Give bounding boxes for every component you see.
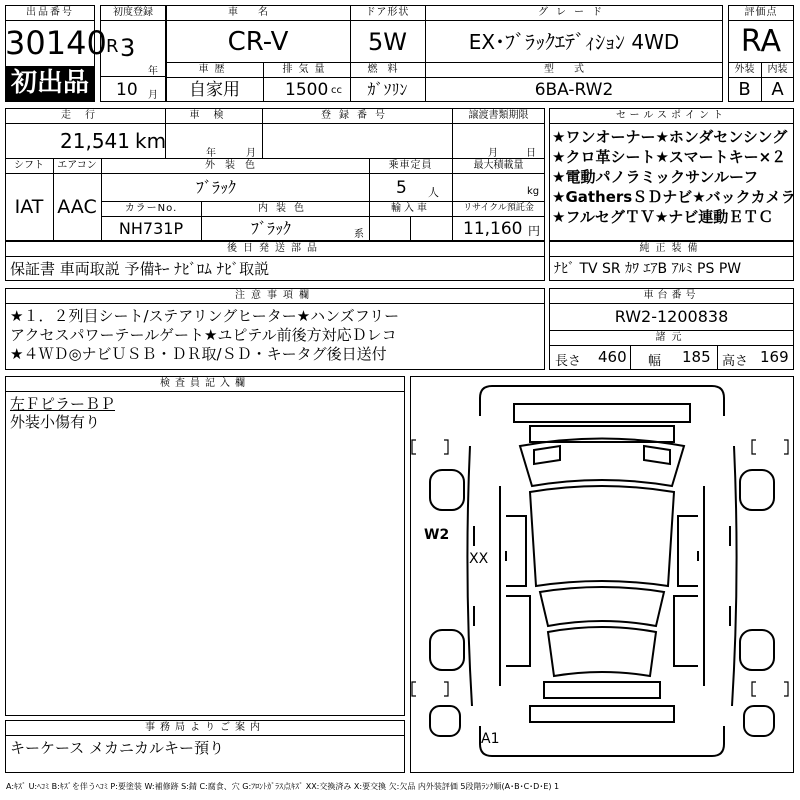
later-parts-label: 後日発送部品 (227, 243, 323, 254)
rear-bumper (480, 726, 724, 756)
model-code-label: 型式 (544, 64, 604, 75)
displacement-label: 排気量 (282, 64, 331, 75)
damage-mark-xx: XX (469, 551, 489, 567)
right-body-side (732, 446, 737, 706)
shift-label: シフト (14, 160, 44, 171)
note-line: アクセスパワーテールゲート★ユピテル前後方対応Ｄレコ (10, 326, 397, 344)
legend: A:ｷｽﾞ U:ﾍｺﾐ B:ｷｽﾞを伴うﾍｺﾐ P:要塗装 W:補修跡 S:錆 C:腐食、穴 G:ﾌﾛﾝﾄｶﾞﾗｽ点ｷｽﾞ XX:交換済み X:要交換 欠:欠品 内外装評価 5段階ﾗﾝｸ順(A･B･C･D･E) 1 (6, 782, 560, 791)
note-line: ★４ＷＤ◎ナビＵＳＢ・ＤＲ取/ＳＤ・キータグ後日送付 (10, 345, 387, 363)
damage-mark-w2: W2 (424, 527, 450, 543)
sales-points-label: セールスポイント (615, 110, 728, 121)
first-listing-badge: 初出品 (6, 66, 94, 101)
shift: IAT (14, 196, 44, 218)
front-left-wheel (430, 470, 464, 510)
rear-window (548, 627, 656, 676)
first-registration-label: 初度登録 (113, 7, 153, 18)
first-registration-month: 10 (116, 80, 138, 100)
sales-point-item: ★電動パノラミックサンルーフ (552, 168, 759, 186)
fuel: ｶﾞｿﾘﾝ (367, 80, 408, 99)
width: 185 (682, 348, 711, 366)
height: 169 (760, 348, 789, 366)
inspection-label: 車検 (189, 110, 238, 121)
front-right-wheel (740, 470, 774, 510)
office-notes-label: 事務局よりご案内 (145, 722, 265, 733)
notes-label: 注意事項欄 (235, 290, 315, 301)
fuel-label: 燃料 (367, 64, 408, 75)
roof (530, 486, 674, 586)
interior-color: ﾌﾞﾗｯｸ (250, 219, 291, 238)
note-line: ★１．２列目シート/ステアリングヒーター★ハンズフリー (10, 307, 400, 325)
history: 自家用 (189, 80, 240, 100)
sales-point-item: ★GathersＳＤナビ★バックカメラ (552, 188, 796, 206)
notes-list (10, 307, 542, 364)
score-label: 評価点 (744, 7, 778, 18)
displacement: 1500 (285, 80, 329, 100)
color-number: NH731P (118, 219, 184, 238)
capacity: 5 (396, 178, 407, 198)
import-label: 輸入車 (391, 203, 430, 214)
max-load-label: 最大積載量 (473, 160, 524, 171)
inspector-line: 左ＦピラーＢＰ (10, 395, 116, 413)
lot-number-label: 出品番号 (26, 7, 74, 18)
chassis-number: RW2-1200838 (614, 307, 729, 326)
transfer-deadline-label: 譲渡書類期限 (468, 110, 529, 121)
car-name-label: 車名 (228, 7, 288, 18)
front-bumper (480, 386, 724, 416)
exterior-grade: B (738, 79, 751, 100)
dimensions-label: 諸元 (655, 332, 688, 343)
length: 460 (598, 348, 627, 366)
interior-grade-label: 内装 (767, 64, 788, 75)
mileage: 21,541 (60, 129, 130, 153)
interior-grade: A (771, 79, 784, 100)
interior-color-label: 内装色 (258, 203, 312, 214)
sales-points-list (552, 127, 794, 227)
history-label: 車歴 (198, 64, 231, 75)
first-registration-year: 3 (120, 34, 136, 62)
score: RA (740, 24, 782, 59)
lot-number: 30140 (5, 24, 107, 62)
era: R (106, 36, 119, 57)
left-body-side (467, 446, 472, 706)
plate-label: 登録番号 (321, 110, 393, 121)
exterior-color: ﾌﾞﾗｯｸ (195, 178, 236, 197)
door-label: ドア形状 (365, 7, 410, 18)
recycle-fee: 11,160 (463, 219, 523, 239)
color-number-label: カラーNo. (124, 203, 178, 214)
rear-left-wheel (430, 630, 464, 670)
rear-right-wheel (740, 630, 774, 670)
recycle-fee-label: リサイクル預託金 (463, 203, 534, 213)
office-notes-value: キーケース メカニカルキー預り (10, 739, 225, 757)
equipment-label: 純正装備 (639, 243, 704, 254)
auction-sheet: 出品番号 30140 初出品 初度登録 R 3 年 10 月 車名 CR-V ドア形状 5W グレード EX･ﾌﾞﾗｯｸｴﾃﾞｨｼｮﾝ 4WD 車歴 自家用 排気量 1500 cc 燃料 ｶﾞｿﾘﾝ 型式 6BA-RW2 評価点 RA 外装 内装 B A 走行 21,541 km 車検 年 月 登録番号 譲渡書類期限 月 日 シフト IAT エアコン AAC 外装色 ﾌﾞﾗｯｸ 乗車定員 5 人 最大積載量 kg カラーNo. NH731P 内装色 ﾌﾞﾗｯｸ 系 輸入車 リサイクル預託金 11,160 円 セールスポイント ★ワンオーナー★ホンダセンシング ★クロ革シート★スマートキー×２ ★電動パノラミックサンルーフ ★GathersＳＤナビ★バックカメラ ★フルセグＴＶ★ナビ連動ＥＴＣ 後日発送部品 保証書 車両取説 予備ｷｰ ﾅﾋﾞﾛﾑ ﾅﾋﾞ取説 純正装備 ﾅﾋﾞ TV SR ｶﾜ ｴｱB ｱﾙﾐ PS PW 注意事項欄 ★１．２列目シート/ステアリングヒーター★ハンズフリー アクセスパワーテールゲート★ユピテル前後方対応Ｄレコ ★４ＷＤ◎ナビＵＳＢ・ＤＲ取/ＳＤ・キータグ後日送付 車台番号 RW2-1200838 諸元 長さ 460 幅 185 高さ 169 検査員記入欄 左ＦピラーＢＰ 外装小傷有り W2 XX A1 事務局よりご案内 キーケース メカニカルキー預り A:ｷｽﾞ U:ﾍｺﾐ B:ｷｽﾞを伴うﾍｺﾐ P:要塗装 W:補修跡 S:錆 C:腐食、穴 G:ﾌﾛﾝﾄｶﾞﾗｽ点ｷｽﾞ XX:交換済み X:要交換 欠:欠品 内外装評価 5段階ﾗﾝｸ順(A･B･C･D･E) 1 (5, 7, 796, 791)
damage-mark-a1: A1 (481, 731, 500, 747)
sales-point-item: ★クロ革シート★スマートキー×２ (552, 148, 787, 166)
exterior-color-label: 外装色 (205, 160, 265, 171)
capacity-label: 乗車定員 (388, 160, 433, 171)
sales-point-item: ★フルセグＴＶ★ナビ連動ＥＴＣ (552, 208, 774, 226)
mileage-label: 走行 (61, 110, 109, 121)
grade-label: グレード (538, 7, 610, 18)
later-parts-value: 保証書 車両取説 予備ｷｰ ﾅﾋﾞﾛﾑ ﾅﾋﾞ取説 (10, 260, 270, 278)
ac: AAC (57, 196, 97, 218)
grade: EX･ﾌﾞﾗｯｸｴﾃﾞｨｼｮﾝ 4WD (468, 30, 680, 54)
car-name: CR-V (227, 27, 289, 57)
car-diagram (410, 376, 794, 773)
inspector-line: 外装小傷有り (10, 413, 101, 431)
model-code: 6BA-RW2 (534, 80, 614, 100)
door-type: 5W (368, 28, 407, 56)
inspector-label: 検査員記入欄 (160, 378, 250, 389)
chassis-label: 車台番号 (643, 290, 700, 301)
exterior-grade-label: 外装 (734, 64, 755, 75)
sales-point-item: ★ワンオーナー★ホンダセンシング (552, 128, 788, 146)
equipment-value: ﾅﾋﾞ TV SR ｶﾜ ｴｱB ｱﾙﾐ PS PW (554, 261, 742, 277)
ac-label: エアコン (57, 160, 97, 171)
